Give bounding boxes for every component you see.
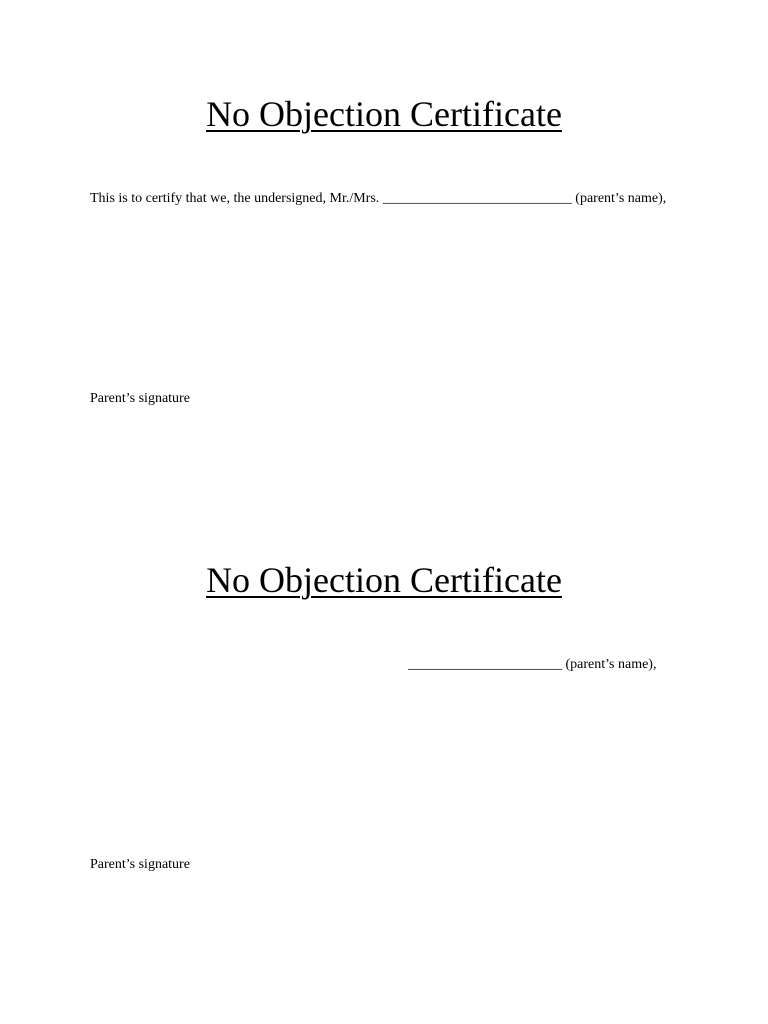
certificate-title: No Objection Certificate bbox=[206, 560, 562, 600]
signature-label: Parent’s signature bbox=[90, 391, 190, 406]
certificate-body-line: ______________________ (parent’s name), bbox=[408, 657, 657, 672]
certificate-body-line: This is to certify that we, the undersigned, Mr./Mrs. ___________________________ (parent’s name), bbox=[90, 191, 667, 206]
certificate-title: No Objection Certificate bbox=[206, 94, 562, 134]
signature-label: Parent’s signature bbox=[90, 857, 190, 872]
